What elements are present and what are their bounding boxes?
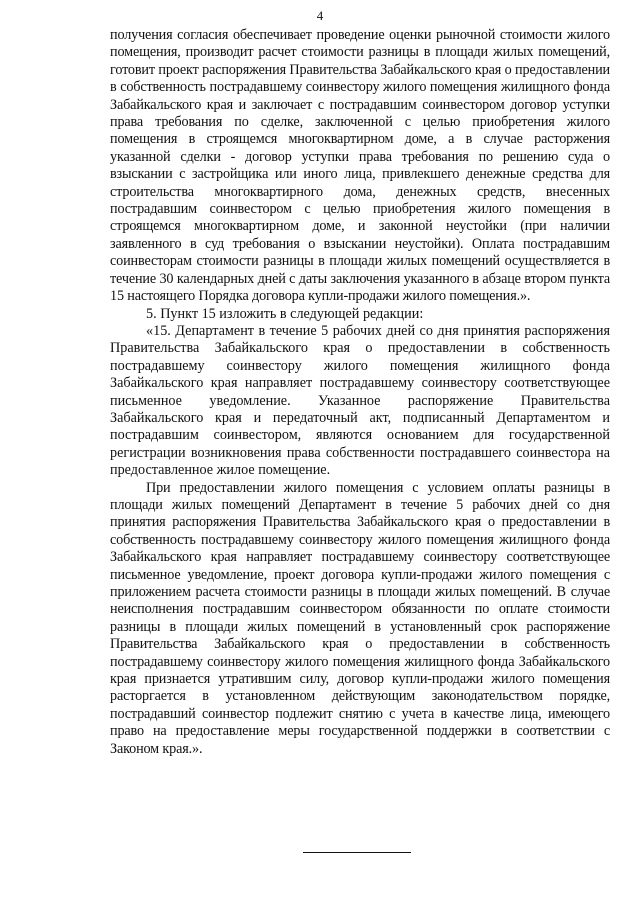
page-number: 4	[316, 8, 324, 23]
paragraph-continuation: получения согласия обеспечивает проведение оценки рыночной стоимости жилого помещения, производит расчет стоимости разницы в площади жилых помещений, готовит проект распоряжения Правительства Забайкальского края о предоставлении в собственность пострадавшему соинвестору жилого помещения жилищного фонда Забайкальского края и заключает с пострадавшим соинвестором договор уступки права требования по сделке, заключенной с целью приобретения жилого помещения в строящемся многоквартирном доме, а в случае расторжения указанной сделки - договор уступки права требования по решению суда о взыскании с застройщика или иного лица, привлекшего денежные средства для строительства многоквартирного дома, денежных средств, внесенных пострадавшим соинвестором с целью приобретения жилого помещения в строящемся многоквартирном доме, и законной неустойки (при наличии заявленного в суд требования о взыскании неустойки). Оплата пострадавшим соинвесторам стоимости разницы в площади жилых помещений осуществляется в течение 30 календарных дней с даты заключения указанного в абзаце втором пункта 15 настоящего Порядка договора купли-продажи жилого помещения.».	[110, 27, 610, 305]
document-body	[110, 27, 610, 758]
paragraph-point-15: «15. Департамент в течение 5 рабочих дней со дня принятия распоряжения Правительства Забайкальского края о предоставлении в собственность пострадавшему соинвестору жилого помещения жилищного фонда Забайкальского края направляет пострадавшему соинвестору соответствующее письменное уведомление. Указанное распоряжение Правительства Забайкальского края и передаточный акт, подписанный Департаментом и пострадавшим соинвестором, являются основанием для государственной регистрации возникновения права собственности пострадавшего соинвестора на предоставленное жилое помещение.	[110, 322, 610, 479]
paragraph-payment-difference: При предоставлении жилого помещения с условием оплаты разницы в площади жилых помещений Департамент в течение 5 рабочих дней со дня принятия распоряжения Правительства Забайкальского края о предоставлении в собственность пострадавшему соинвестору жилого помещения жилищного фонда Забайкальского края направляет пострадавшему соинвестору соответствующее письменное уведомление, проект договора купли-продажи жилого помещения с приложением расчета стоимости разницы в площади жилых помещений. В случае неисполнения пострадавшим соинвестором обязанности по оплате стоимости разницы в площади жилых помещений в установленный срок распоряжение Правительства Забайкальского края о предоставлении в собственность пострадавшему соинвестору жилого помещения жилищного фонда Забайкальского края признается утратившим силу, договор купли-продажи жилого помещения расторгается в установленном действующим законодательством порядке, пострадавший соинвестор подлежит снятию с учета в качестве лица, имеющего право на предоставление меры государственной поддержки в соответствии с Законом края.».	[110, 479, 610, 757]
paragraph-item-5: 5. Пункт 15 изложить в следующей редакции:	[146, 305, 424, 322]
closing-rule	[303, 852, 411, 853]
